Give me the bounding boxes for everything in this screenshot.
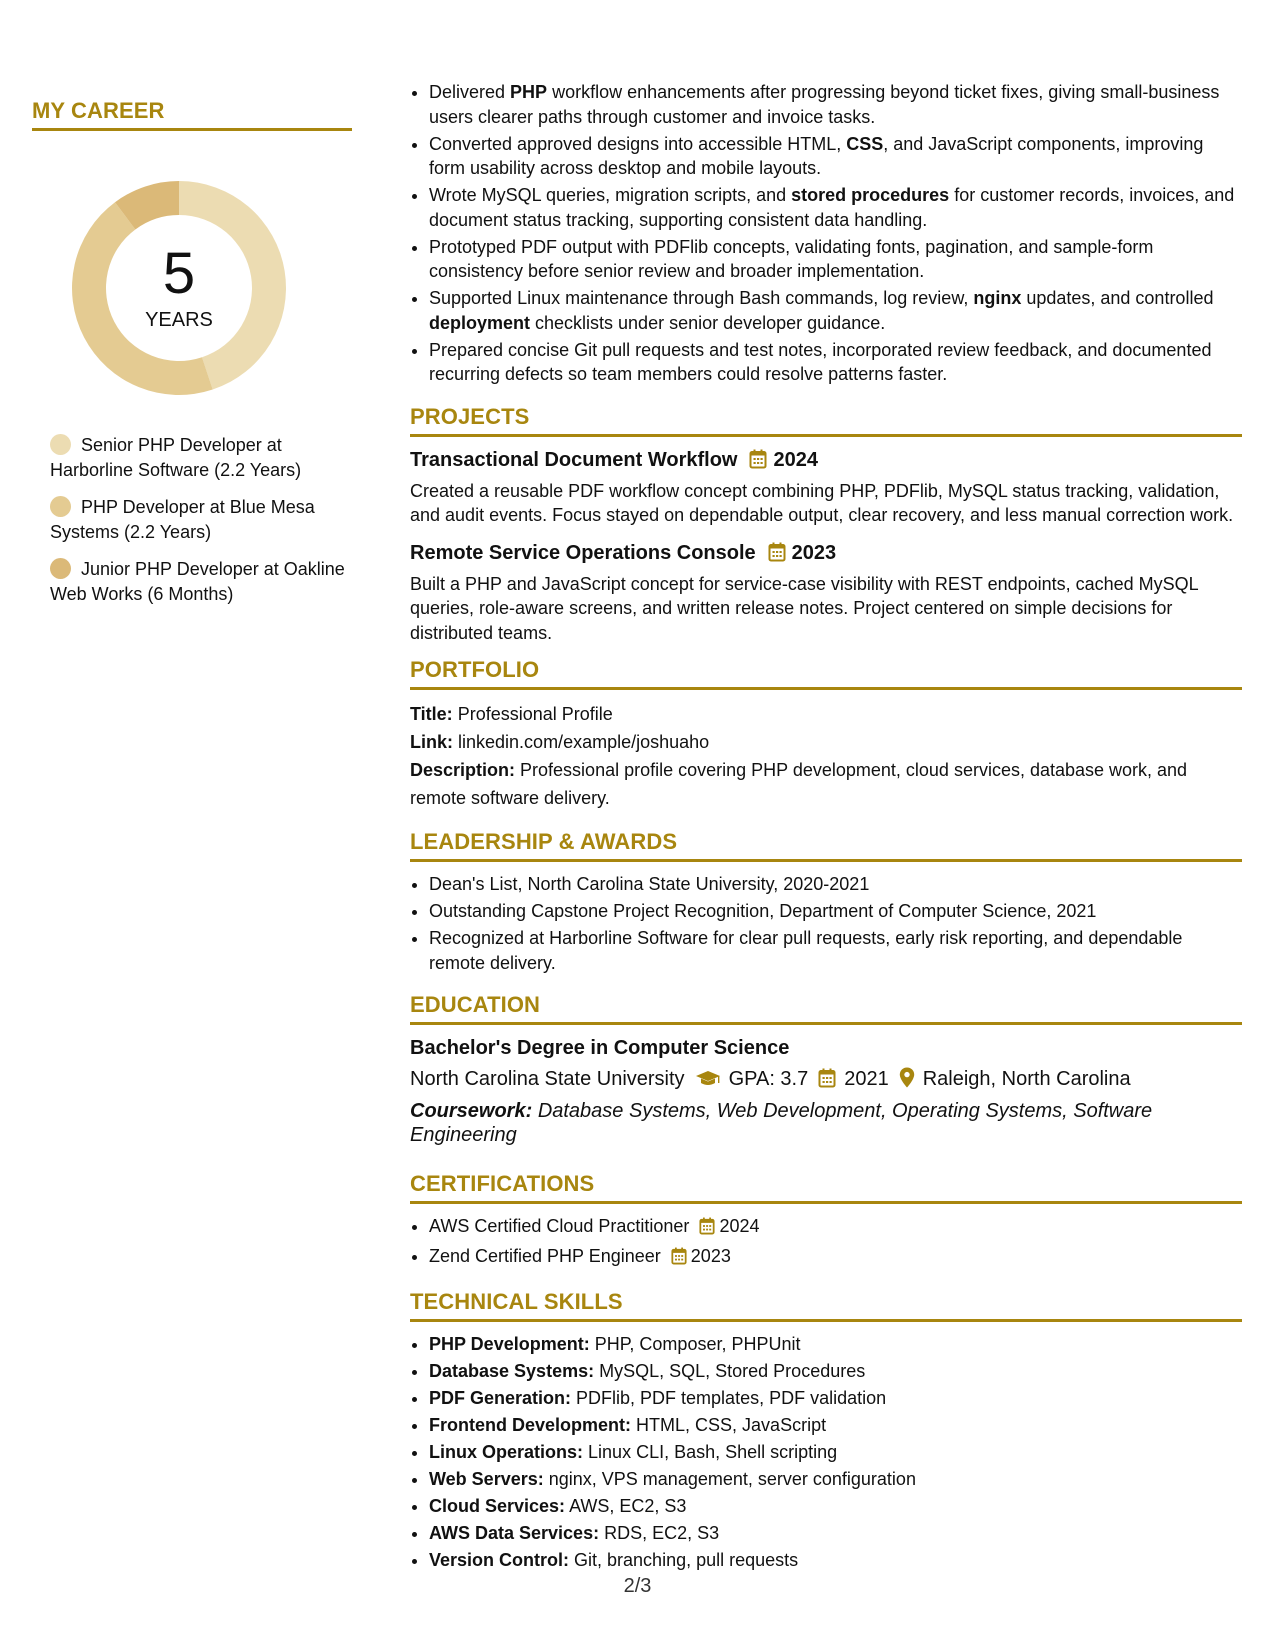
experience-bullet: • Converted approved designs into accessible HTML, CSS, and JavaScript components, improving form usability across desktop and mobile layouts.: [429, 132, 1242, 181]
portfolio-link[interactable]: linkedin.com/example/joshuaho: [458, 732, 710, 752]
project-year: 2023: [791, 541, 837, 564]
calendar-icon: [768, 542, 786, 569]
certifications-section: [410, 1171, 1242, 1272]
portfolio-description-line: Description: Professional profile covering PHP development, cloud services, database work, and remote software delivery.: [410, 760, 1188, 808]
career-total-number: 5: [162, 241, 196, 306]
experience-bullet: • Prepared concise Git pull requests and test notes, incorporated review feedback, and documented recurring defects so team members could resolve patterns faster.: [429, 338, 1242, 387]
project-year: 2024: [773, 448, 818, 471]
projects-section: [410, 404, 1242, 646]
project-description: Created a reusable PDF workflow concept combining PHP, PDFlib, MySQL status tracking, validation, and audit events. Focus stayed on dependable output, clear recovery, and less manual correction work.: [410, 480, 1234, 525]
career-title: MY CAREER: [32, 98, 352, 131]
skills-title: TECHNICAL SKILLS: [410, 1289, 1242, 1322]
portfolio-title: PORTFOLIO: [410, 657, 1242, 690]
experience-bullet: • Prototyped PDF output with PDFlib concepts, validating fonts, pagination, and sample-form consistency before senior review and broader implementation.: [429, 235, 1242, 284]
map-pin-icon: [899, 1067, 915, 1096]
certification-item: • AWS Certified Cloud Practitioner 2024: [429, 1214, 1242, 1242]
award-item: • Dean's List, North Carolina State University, 2020-2021: [429, 872, 1242, 897]
career-legend-label: Senior PHP Developer at Harborline Software (2.2 Years): [50, 435, 302, 480]
certification-item: • Zend Certified PHP Engineer 2023: [429, 1244, 1242, 1272]
project-name: Transactional Document Workflow: [410, 448, 738, 471]
education-meta: [410, 1065, 1242, 1096]
skill-item: • PDF Generation: PDFlib, PDF templates, PDF validation: [429, 1386, 1242, 1411]
calendar-icon: [671, 1247, 687, 1272]
award-item: • Outstanding Capstone Project Recognition, Department of Computer Science, 2021: [429, 899, 1242, 924]
project-item: [410, 447, 1242, 528]
career-total-unit: YEARS: [145, 309, 213, 331]
leadership-section: [410, 829, 1242, 975]
career-legend: [50, 433, 352, 607]
legend-dot-icon: [50, 496, 71, 517]
career-sidebar: [32, 98, 352, 619]
page-number: 2/3: [623, 1575, 652, 1597]
award-item: • Recognized at Harborline Software for clear pull requests, early risk reporting, and dependable remote delivery.: [429, 926, 1242, 975]
projects-title: PROJECTS: [410, 404, 1242, 437]
skill-item: • Cloud Services: AWS, EC2, S3: [429, 1494, 1242, 1519]
certifications-title: CERTIFICATIONS: [410, 1171, 1242, 1204]
skill-item: • Version Control: Git, branching, pull requests: [429, 1548, 1242, 1573]
portfolio-link-line: Link: linkedin.com/example/joshuaho: [410, 732, 710, 752]
calendar-icon: [699, 1217, 715, 1242]
portfolio-section: [410, 657, 1242, 812]
project-item: [410, 540, 1242, 646]
skill-item: • Web Servers: nginx, VPS management, server configuration: [429, 1467, 1242, 1492]
gpa: GPA: 3.7: [728, 1068, 809, 1090]
career-legend-item: [50, 557, 352, 607]
skill-item: • Frontend Development: HTML, CSS, JavaScript: [429, 1413, 1242, 1438]
legend-dot-icon: [50, 434, 71, 455]
career-legend-item: [50, 433, 352, 483]
career-legend-item: [50, 495, 352, 545]
calendar-icon: [818, 1068, 836, 1096]
calendar-icon: [749, 449, 767, 476]
career-donut-chart: [64, 173, 294, 403]
legend-dot-icon: [50, 558, 71, 579]
education-location: Raleigh, North Carolina: [922, 1068, 1131, 1090]
skill-item: • Database Systems: MySQL, SQL, Stored Procedures: [429, 1359, 1242, 1384]
experience-bullet: • Supported Linux maintenance through Bash commands, log review, nginx updates, and controlled deployment checklists under senior developer guidance.: [429, 286, 1242, 335]
experience-bullet: • Wrote MySQL queries, migration scripts, and stored procedures for customer records, invoices, and document status tracking, supporting consistent data handling.: [429, 183, 1242, 232]
skill-item: • Linux Operations: Linux CLI, Bash, Shell scripting: [429, 1440, 1242, 1465]
skills-section: [410, 1289, 1242, 1573]
skill-item: • AWS Data Services: RDS, EC2, S3: [429, 1521, 1242, 1546]
career-legend-label: Junior PHP Developer at Oakline Web Works (6 Months): [50, 559, 345, 604]
graduation-cap-icon: [695, 1068, 721, 1096]
experience-bullets: [410, 80, 1242, 387]
portfolio-title-line: Title: Professional Profile: [410, 704, 613, 724]
school-name: North Carolina State University: [410, 1068, 685, 1090]
experience-bullet: • Delivered PHP workflow enhancements after progressing beyond ticket fixes, giving small-business users clearer paths through customer and invoice tasks.: [429, 80, 1242, 129]
graduation-year: 2021: [844, 1068, 889, 1090]
degree-name: Bachelor's Degree in Computer Science: [410, 1037, 790, 1059]
coursework: Coursework: Database Systems, Web Development, Operating Systems, Software Engineering: [410, 1100, 1153, 1146]
main-content: [410, 80, 1242, 1575]
leadership-title: LEADERSHIP & AWARDS: [410, 829, 1242, 862]
skill-item: • PHP Development: PHP, Composer, PHPUnit: [429, 1332, 1242, 1357]
education-title: EDUCATION: [410, 992, 1242, 1025]
education-section: [410, 992, 1242, 1147]
project-name: Remote Service Operations Console: [410, 541, 756, 564]
project-description: Built a PHP and JavaScript concept for service-case visibility with REST endpoints, cached MySQL queries, role-aware screens, and written release notes. Project centered on simple decisions for distributed teams.: [410, 573, 1199, 643]
career-legend-label: PHP Developer at Blue Mesa Systems (2.2 Years): [50, 497, 315, 542]
